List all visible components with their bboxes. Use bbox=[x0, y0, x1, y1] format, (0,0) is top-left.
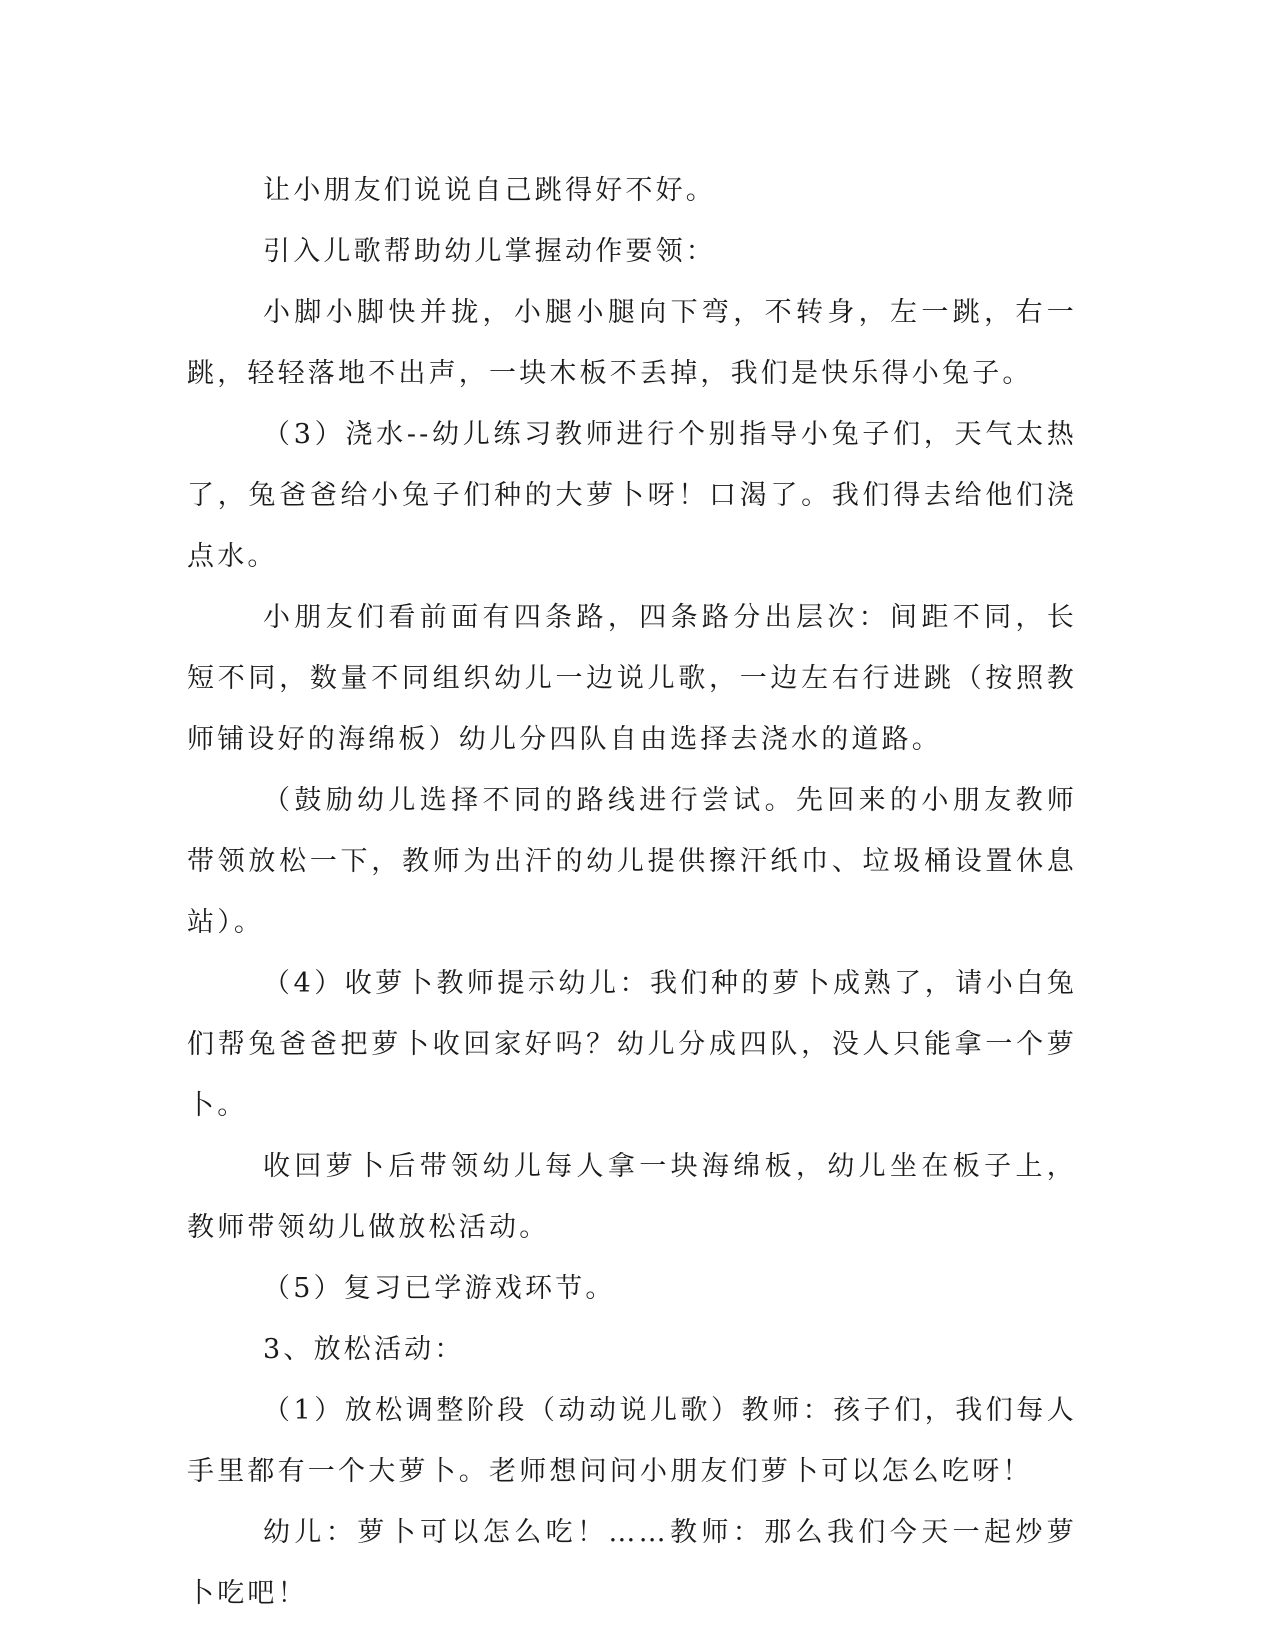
paragraph: 小脚小脚快并拢，小腿小腿向下弯，不转身，左一跳，右一跳，轻轻落地不出声，一块木板不丢掉，我们是快乐得小兔子。 bbox=[187, 297, 1077, 389]
paragraph: 幼儿：萝卜可以怎么吃！……教师：那么我们今天一起炒萝卜吃吧！ bbox=[187, 1517, 1077, 1609]
paragraph: （3）浇水--幼儿练习教师进行个别指导小兔子们，天气太热了，兔爸爸给小兔子们种的大萝卜呀！口渴了。我们得去给他们浇点水。 bbox=[187, 419, 1077, 572]
document-body bbox=[187, 160, 1077, 1624]
paragraph: 收回萝卜后带领幼儿每人拿一块海绵板，幼儿坐在板子上，教师带领幼儿做放松活动。 bbox=[187, 1151, 1077, 1243]
paragraph: 引入儿歌帮助幼儿掌握动作要领： bbox=[263, 236, 716, 267]
paragraph: （1）放松调整阶段（动动说儿歌）教师：孩子们，我们每人手里都有一个大萝卜。老师想问问小朋友们萝卜可以怎么吃呀！ bbox=[187, 1395, 1077, 1487]
paragraph: （5）复习已学游戏环节。 bbox=[263, 1273, 616, 1304]
paragraph: 小朋友们看前面有四条路，四条路分出层次：间距不同，长短不同，数量不同组织幼儿一边说儿歌，一边左右行进跳（按照教师铺设好的海绵板）幼儿分四队自由选择去浇水的道路。 bbox=[187, 602, 1077, 755]
paragraph: 3、放松活动： bbox=[263, 1334, 465, 1365]
paragraph: （鼓励幼儿选择不同的路线进行尝试。先回来的小朋友教师带领放松一下，教师为出汗的幼儿提供擦汗纸巾、垃圾桶设置休息站）。 bbox=[187, 785, 1077, 938]
paragraph: 让小朋友们说说自己跳得好不好。 bbox=[263, 175, 716, 206]
paragraph: （4）收萝卜教师提示幼儿：我们种的萝卜成熟了，请小白兔们帮兔爸爸把萝卜收回家好吗？幼儿分成四队，没人只能拿一个萝卜。 bbox=[187, 968, 1077, 1121]
